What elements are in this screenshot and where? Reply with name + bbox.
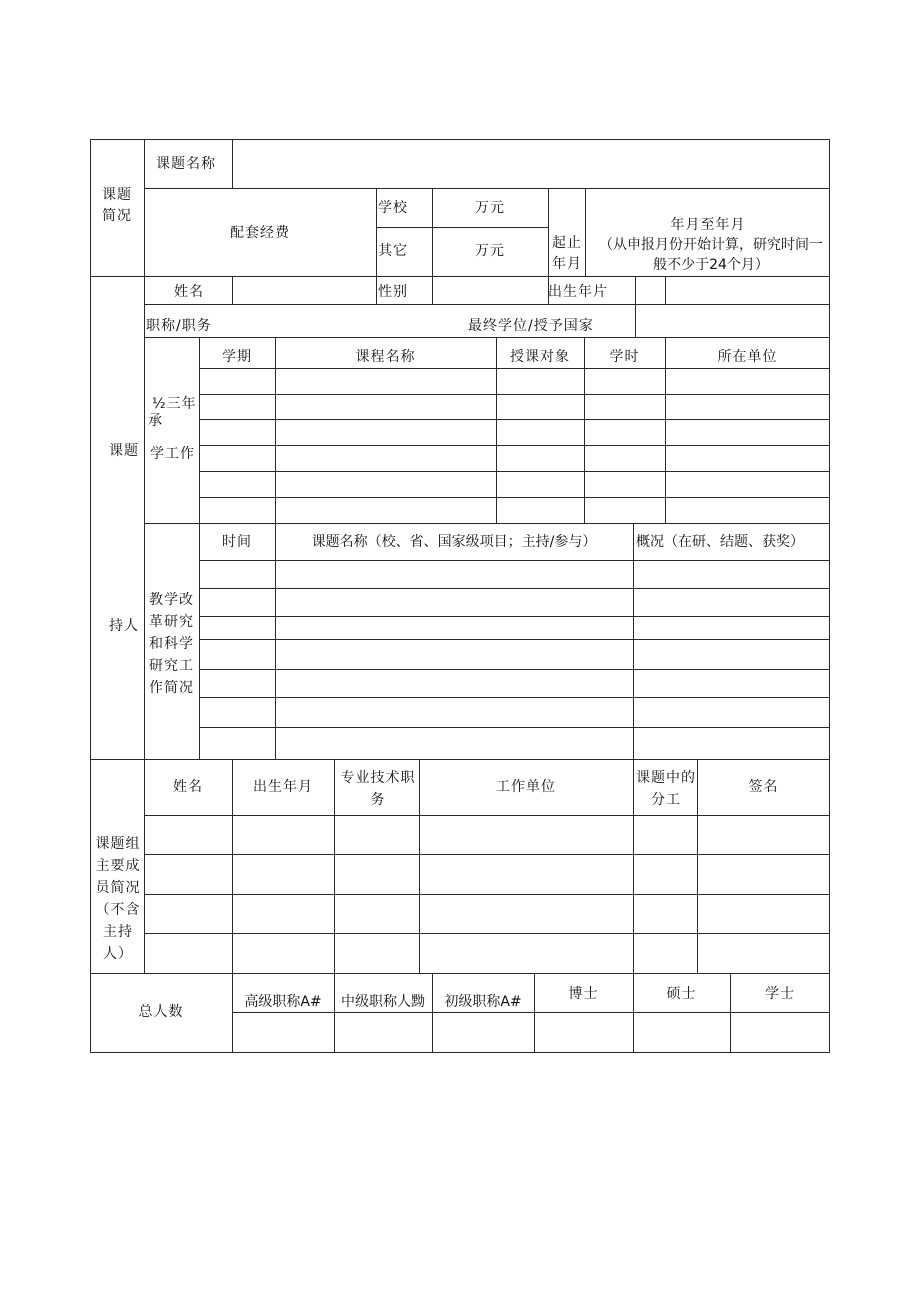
research-header-time: 时间 — [222, 534, 252, 550]
hline — [199, 560, 830, 561]
hline — [199, 497, 830, 498]
totals-header-bachelor: 学士 — [765, 986, 795, 1002]
teaching-title-c: 学工作 — [150, 446, 195, 462]
host-section-title-a: 课题 — [109, 443, 139, 459]
hline — [199, 471, 830, 472]
hline — [144, 933, 830, 934]
totals-header-middle: 中级职称人黝 — [341, 994, 425, 1010]
host-title-label: 职称/职务 — [146, 318, 212, 334]
period-label: 起止年月 — [552, 235, 582, 272]
hline — [199, 697, 830, 698]
other-funding-unit[interactable]: 万元 — [475, 243, 505, 259]
members-header-title: 专业技术职务 — [340, 770, 416, 808]
host-section-title-b: 持人 — [109, 618, 139, 634]
hline — [199, 616, 830, 617]
funding-label: 配套经费 — [230, 225, 290, 241]
vline — [665, 276, 666, 304]
vline — [432, 973, 433, 1052]
research-title: 教学改革研究和科学研究工作简况 — [149, 592, 194, 696]
hline — [90, 276, 830, 277]
other-funding-label: 其它 — [378, 243, 408, 259]
hline — [144, 188, 830, 189]
totals-label: 总人数 — [138, 1004, 184, 1020]
vline — [90, 139, 91, 1053]
hline — [90, 973, 830, 974]
hline — [199, 639, 830, 640]
members-header-birth: 出生年月 — [253, 779, 313, 795]
teaching-header-hours: 学时 — [609, 349, 640, 365]
host-birth-label: 出生年片 — [548, 284, 608, 300]
hline — [144, 894, 830, 895]
members-header-name: 姓名 — [173, 779, 203, 795]
teaching-header-unit: 所在单位 — [717, 349, 778, 365]
vline — [548, 188, 549, 276]
period-value[interactable]: 年月至年月 — [670, 217, 746, 233]
teaching-header-course: 课程名称 — [355, 349, 416, 365]
teaching-title-a: ½三年 — [152, 396, 197, 412]
vline — [232, 139, 233, 188]
hline — [199, 368, 830, 369]
vline — [232, 276, 233, 304]
hline — [144, 854, 830, 855]
project-name-label: 课题名称 — [156, 156, 216, 172]
hline — [144, 815, 830, 816]
hline — [376, 227, 548, 228]
vline — [376, 188, 377, 276]
hline — [144, 523, 830, 524]
application-form — [90, 139, 830, 1053]
totals-header-master: 硕士 — [666, 986, 697, 1002]
host-degree-label: 最终学位/授予国家 — [468, 318, 594, 334]
hline — [199, 588, 830, 589]
hline — [144, 304, 830, 305]
members-header-signature: 签名 — [748, 779, 779, 795]
vline — [432, 276, 433, 304]
vline — [376, 276, 377, 304]
research-header-status: 概况（在研、结题、获奖） — [636, 534, 804, 550]
vline — [633, 759, 634, 973]
vline — [633, 523, 634, 759]
totals-header-phd: 博士 — [568, 986, 599, 1002]
vline — [635, 276, 636, 337]
hline — [90, 759, 830, 760]
research-header-project: 课题名称（校、省、国家级项目；主持/参与） — [311, 534, 597, 550]
members-header-role: 课题中的分工 — [636, 770, 696, 808]
vline — [829, 139, 830, 1053]
period-note: （从申报月份开始计算，研究时间一般不少于24个月） — [599, 237, 823, 273]
members-section-title: 课题组主要成员简况（不含主持人） — [95, 836, 141, 962]
vline — [275, 523, 276, 759]
hline — [232, 1012, 830, 1013]
project-section-title: 课题简况 — [102, 187, 132, 224]
teaching-header-audience: 授课对象 — [510, 349, 570, 365]
hline — [199, 669, 830, 670]
totals-header-senior: 高级职称A# — [244, 994, 322, 1010]
members-header-unit: 工作单位 — [496, 779, 556, 795]
vline — [144, 139, 145, 973]
school-funding-label: 学校 — [378, 200, 408, 216]
school-funding-unit[interactable]: 万元 — [475, 200, 505, 216]
teaching-title-b: 承 — [148, 413, 163, 429]
hline — [199, 394, 830, 395]
hline — [144, 337, 830, 338]
hline — [90, 139, 830, 140]
totals-header-junior: 初级职称A# — [444, 994, 522, 1010]
hline — [199, 419, 830, 420]
host-gender-label: 性别 — [378, 284, 408, 300]
host-name-label: 姓名 — [174, 284, 204, 300]
hline — [90, 1052, 830, 1053]
teaching-header-term: 学期 — [222, 349, 252, 365]
hline — [199, 445, 830, 446]
hline — [199, 727, 830, 728]
